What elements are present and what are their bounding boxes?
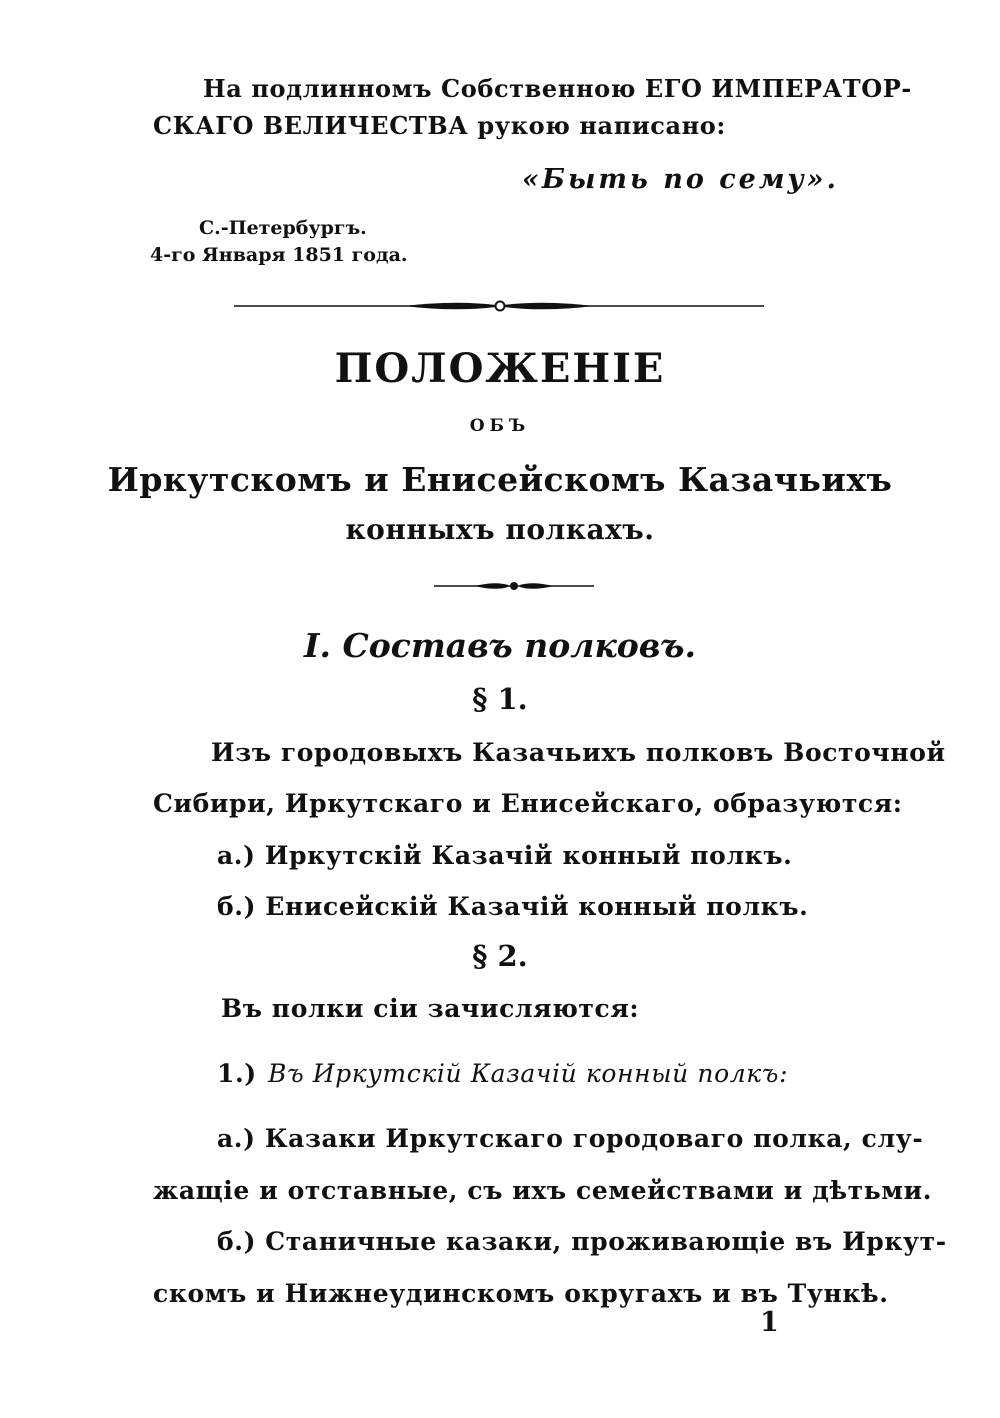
document-title: ПОЛОЖЕНІЕ: [334, 345, 666, 392]
paragraph-mark-2: § 2.: [472, 939, 528, 973]
imperial-resolution: «Быть по сему».: [522, 164, 839, 195]
approval-line-2: СКАГО ВЕЛИЧЕСТВА рукою написано:: [153, 111, 726, 140]
text-line: жащіе и отставные, съ ихъ семействами и дѣтьми.: [153, 1176, 933, 1205]
text-line: Въ полки сіи зачисляются:: [221, 994, 640, 1023]
paragraph-mark-1: § 1.: [472, 682, 528, 716]
section-heading: I. Составъ полковъ.: [304, 626, 696, 665]
title-connector: ОБЪ: [469, 416, 531, 436]
list-item: а.) Иркутскій Казачій конный полкъ.: [217, 841, 793, 870]
ornamental-rule-small: [434, 578, 594, 594]
date-of-signing: 4-го Января 1851 года.: [150, 244, 408, 266]
text-line: скомъ и Нижнеудинскомъ округахъ и въ Тункѣ.: [153, 1279, 889, 1308]
subheading-italic: Въ Иркутскій Казачій конный полкъ:: [268, 1059, 789, 1088]
text-line: Сибири, Иркутскаго и Енисейскаго, образуются:: [153, 789, 903, 818]
list-number: 1.): [217, 1059, 257, 1088]
page-number: 1: [760, 1307, 779, 1338]
approval-line-1: На подлинномъ Собственною ЕГО ИМПЕРАТОР-: [203, 74, 912, 103]
place-of-signing: С.-Петербургъ.: [199, 217, 367, 239]
list-item: б.) Станичные казаки, проживающіе въ Иркут-: [217, 1227, 947, 1256]
ornamental-rule-top: [234, 296, 764, 316]
list-item: а.) Казаки Иркутскаго городоваго полка, слу-: [217, 1124, 924, 1153]
title-subtitle-line-2: конныхъ полкахъ.: [345, 513, 655, 546]
title-subtitle-line-1: Иркутскомъ и Енисейскомъ Казачьихъ: [107, 460, 893, 499]
text-line: Изъ городовыхъ Казачьихъ полковъ Восточной: [211, 738, 946, 767]
list-item: б.) Енисейскій Казачій конный полкъ.: [217, 892, 809, 921]
